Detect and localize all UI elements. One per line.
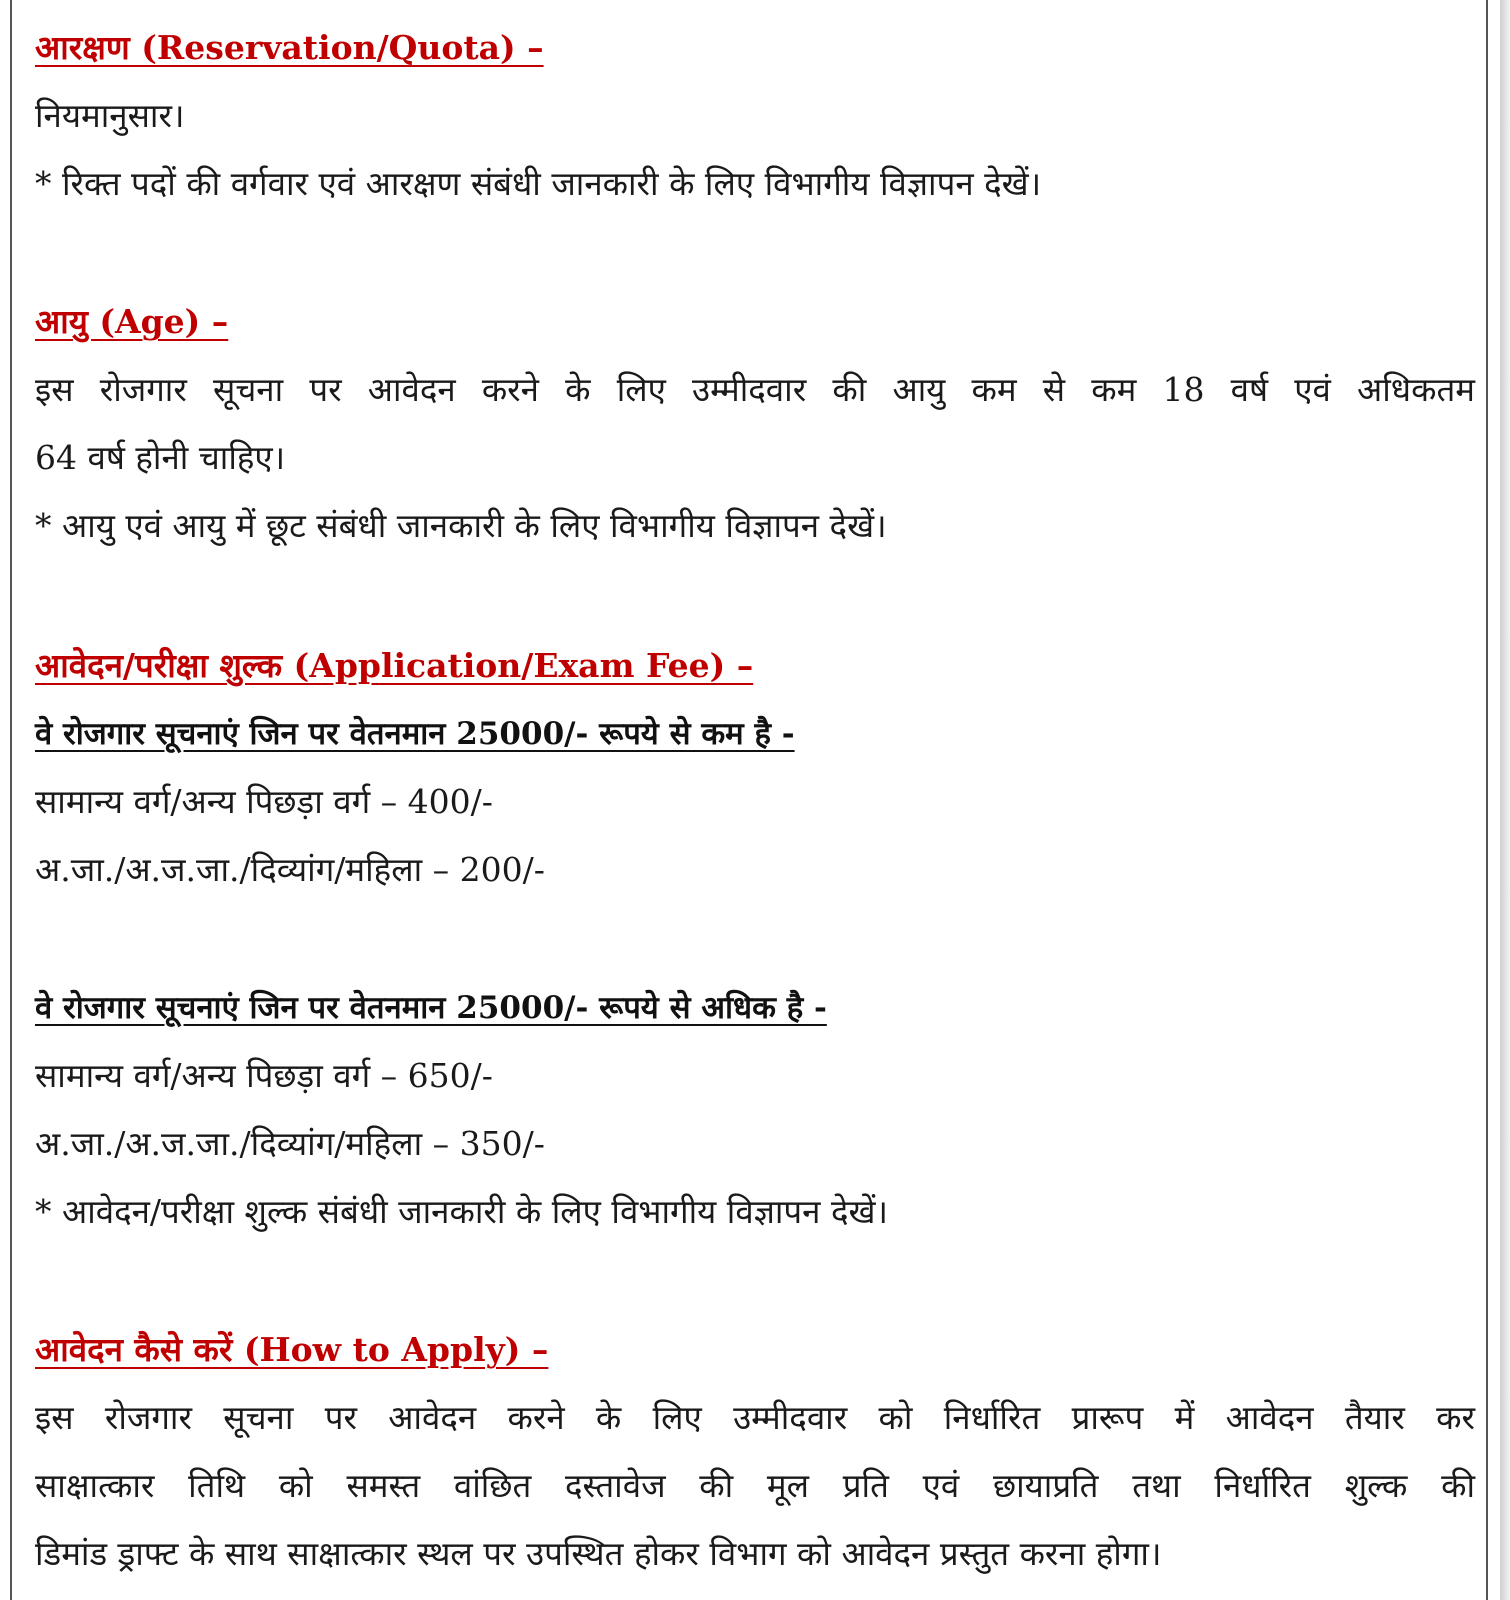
age-heading: आयु (Age) – — [35, 302, 229, 341]
reservation-text: नियमानुसार। — [35, 96, 185, 135]
fee-above-reserved: अ.जा./अ.ज.जा./दिव्यांग/महिला – 350/- — [35, 1124, 545, 1163]
fee-note: * आवेदन/परीक्षा शुल्क संबंधी जानकारी के लिए विभागीय विज्ञापन देखें। — [35, 1192, 888, 1231]
age-text-line1: इस रोजगार सूचना पर आवेदन करने के लिए उम्मीदवार की आयु कम से कम 18 वर्ष एवं अधिकतम — [35, 370, 1475, 409]
reservation-note: * रिक्त पदों की वर्गवार एवं आरक्षण संबंधी जानकारी के लिए विभागीय विज्ञापन देखें। — [35, 164, 1042, 203]
fee-below-subheading: वे रोजगार सूचनाएं जिन पर वेतनमान 25000/- रूपये से कम है - — [35, 716, 795, 752]
age-note: * आयु एवं आयु में छूट संबंधी जानकारी के लिए विभागीय विज्ञापन देखें। — [35, 506, 887, 545]
fee-above-general: सामान्य वर्ग/अन्य पिछड़ा वर्ग – 650/- — [35, 1056, 493, 1095]
apply-text-line3: डिमांड ड्राफ्ट के साथ साक्षात्कार स्थल पर उपस्थित होकर विभाग को आवेदन प्रस्तुत करना होगा। — [35, 1534, 1162, 1573]
fee-below-reserved: अ.जा./अ.ज.जा./दिव्यांग/महिला – 200/- — [35, 850, 545, 889]
reservation-heading: आरक्षण (Reservation/Quota) – — [35, 28, 544, 67]
apply-heading: आवेदन कैसे करें (How to Apply) – — [35, 1330, 549, 1369]
fee-below-general: सामान्य वर्ग/अन्य पिछड़ा वर्ग – 400/- — [35, 782, 493, 821]
age-text-line2: 64 वर्ष होनी चाहिए। — [35, 438, 286, 477]
fee-heading: आवेदन/परीक्षा शुल्क (Application/Exam Fee) – — [35, 646, 754, 685]
apply-text-line2: साक्षात्कार तिथि को समस्त वांछित दस्तावेज की मूल प्रति एवं छायाप्रति तथा निर्धारित शुल्क की — [35, 1466, 1475, 1505]
page-shadow — [1500, 0, 1510, 1600]
apply-text-line1: इस रोजगार सूचना पर आवेदन करने के लिए उम्मीदवार को निर्धारित प्रारूप में आवेदन तैयार कर — [35, 1398, 1475, 1437]
fee-above-subheading: वे रोजगार सूचनाएं जिन पर वेतनमान 25000/- रूपये से अधिक है - — [35, 990, 827, 1026]
